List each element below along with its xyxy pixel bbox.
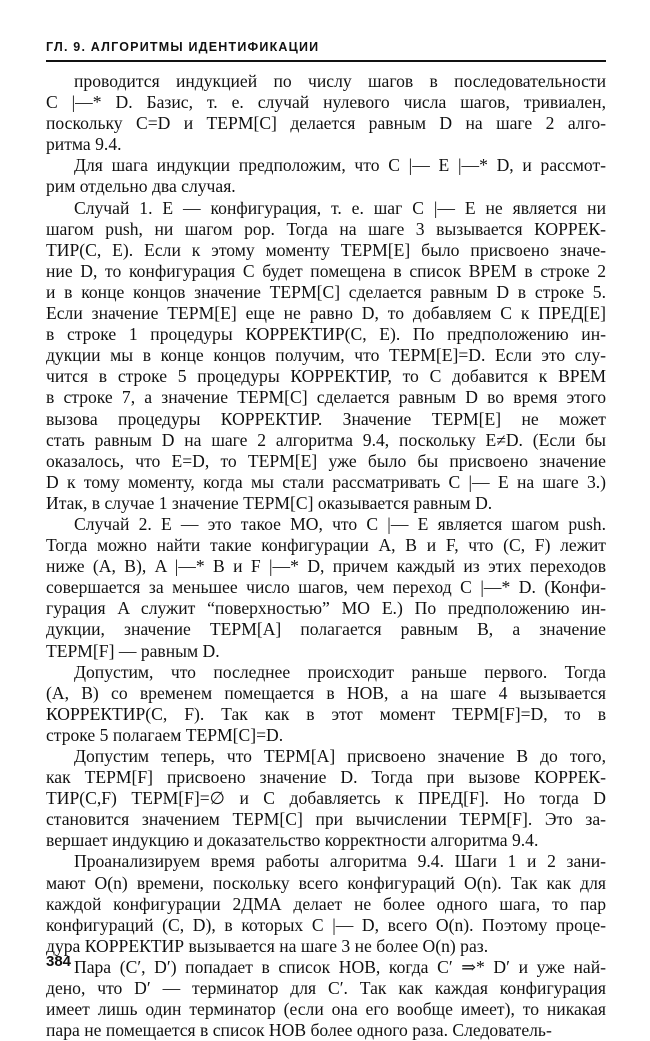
paragraph (46, 198, 606, 514)
text-line: Допустим, что последнее происходит раньше первого. Тогда (74, 661, 606, 682)
text-line: совершается за меньшее число шагов, чем переход C |—* D. (Конфи- (46, 577, 606, 598)
text-line: в строке 7, а значение ТЕРМ[C] сделается равным D во время этого (46, 387, 606, 408)
text-line: дукции мы в конце концов получим, что ТЕРМ[E]=D. Если это слу- (46, 345, 606, 366)
text-line: Допустим теперь, что ТЕРМ[A] присвоено значение B до того, (74, 746, 606, 766)
text-line: (A, B) со временем помещается в НОВ, а на шаге 4 вызывается (46, 682, 606, 703)
text-line: и в конце концов значение ТЕРМ[C] сделается равным D в строке 5. (46, 281, 606, 302)
text-line: ТИР(C,F) ТЕРМ[F]=∅ и C добавляетсь к ПРЕД[F]. Но тогда D (46, 788, 606, 809)
text-line: поскольку C=D и ТЕРМ[C] делается равным D на шаге 2 алго- (46, 113, 606, 134)
text-line: имеет лишь один терминатор (если она его вообще имеет), то никакая (46, 999, 606, 1020)
text-line: Пара (C′, D′) попадает в список НОВ, когда C′ ⇒* D′ и уже най- (74, 956, 606, 977)
paragraph (46, 746, 606, 851)
text-line: мают O(n) времени, поскольку всего конфигураций O(n). Так как для (46, 872, 606, 893)
text-line: дено, что D′ — терминатор для C′. Так как каждая конфигурация (46, 978, 606, 999)
text-line: как ТЕРМ[F] присвоено значение D. Тогда при вызове КОРРЕК- (46, 767, 606, 788)
text-line: Тогда можно найти такие конфигурации A, B и F, что (C, F) лежит (46, 535, 606, 556)
text-line: конфигураций (C, D), в которых C |— D, всего O(n). Поэтому проце- (46, 914, 606, 935)
text-line: оказалось, что E=D, то ТЕРМ[E] уже было бы присвоено значение (46, 450, 606, 471)
page-number: 384 (46, 953, 72, 970)
text-line: Для шага индукции предположим, что C |— E |—* D, и рассмот- (74, 155, 606, 176)
text-line: Случай 2. E — это такое МО, что C |— E является шагом push. (74, 513, 606, 534)
text-line: каждой конфигурации 2ДМА делает не более одного шага, то пар (46, 893, 606, 914)
paragraph (46, 514, 606, 662)
paragraph (46, 662, 606, 746)
text-line: чится в строке 5 процедуры КОРРЕКТИР, то C добавится к ВРЕМ (46, 366, 606, 387)
text-line: шагом push, ни шагом pop. Тогда на шаге 3 вызывается КОРРЕК- (46, 218, 606, 239)
text-line: дукции, значение ТЕРМ[A] полагается равным B, а значение (46, 619, 606, 640)
paragraph (46, 71, 606, 155)
text-line: КОРРЕКТИР(C, F). Так как в этот момент ТЕРМ[F]=D, то в (46, 703, 606, 724)
text-line: вершает индукцию и доказательство корректности алгоритма 9.4. (46, 830, 539, 851)
text-line: проводится индукцией по числу шагов в последовательности (74, 71, 606, 91)
text-line: ниже (A, B), A |—* B и F |—* D, причем каждый из этих переходов (46, 556, 606, 577)
text-line: ТИР(C, E). Если к этому моменту ТЕРМ[E] было присвоено значе- (46, 239, 606, 260)
text-line: строке 5 полагаем ТЕРМ[C]=D. (46, 724, 284, 745)
text-line: Если значение ТЕРМ[E] еще не равно D, то добавляем C к ПРЕД[E] (46, 303, 606, 324)
body-text (46, 71, 606, 1041)
text-line: гурация A служит “поверхностью” МО E.) По предположению ин- (46, 598, 606, 619)
text-line: дура КОРРЕКТИР вызывается на шаге 3 не более O(n) раз. (46, 935, 489, 956)
text-line: D к тому моменту, когда мы стали рассматривать C |— E на шаге 3.) (46, 471, 606, 492)
text-line: Проанализируем время работы алгоритма 9.4. Шаги 1 и 2 зани- (74, 851, 606, 872)
text-line: пара не помещается в список НОВ более одного раза. Следователь- (46, 1020, 552, 1041)
text-line: ТЕРМ[F] — равным D. (46, 640, 220, 661)
text-line: Итак, в случае 1 значение ТЕРМ[C] оказывается равным D. (46, 492, 493, 513)
text-line: ритма 9.4. (46, 134, 122, 155)
text-line: стать равным D на шаге 2 алгоритма 9.4, поскольку E≠D. (Если бы (46, 429, 606, 450)
paragraph (46, 155, 606, 197)
text-line: становится значением ТЕРМ[C] при вычислении ТЕРМ[F]. Это за- (46, 809, 606, 830)
text-line: Случай 1. E — конфигурация, т. е. шаг C |— E не является ни (74, 197, 606, 218)
paragraph (46, 851, 606, 956)
running-head: ГЛ. 9. АЛГОРИТМЫ ИДЕНТИФИКАЦИИ (46, 40, 320, 54)
text-line: C |—* D. Базис, т. е. случай нулевого числа шагов, тривиален, (46, 92, 606, 113)
text-line: в строке 1 процедуры КОРРЕКТИР(C, E). По предположению ин- (46, 324, 606, 345)
text-line: вызова процедуры КОРРЕКТИР. Значение ТЕРМ[E] не может (46, 408, 606, 429)
header-rule (46, 60, 606, 62)
text-line: рим отдельно два случая. (46, 176, 236, 197)
text-line: ние D, то конфигурация C будет помещена в список ВРЕМ в строке 2 (46, 260, 606, 281)
paragraph (46, 957, 606, 1041)
